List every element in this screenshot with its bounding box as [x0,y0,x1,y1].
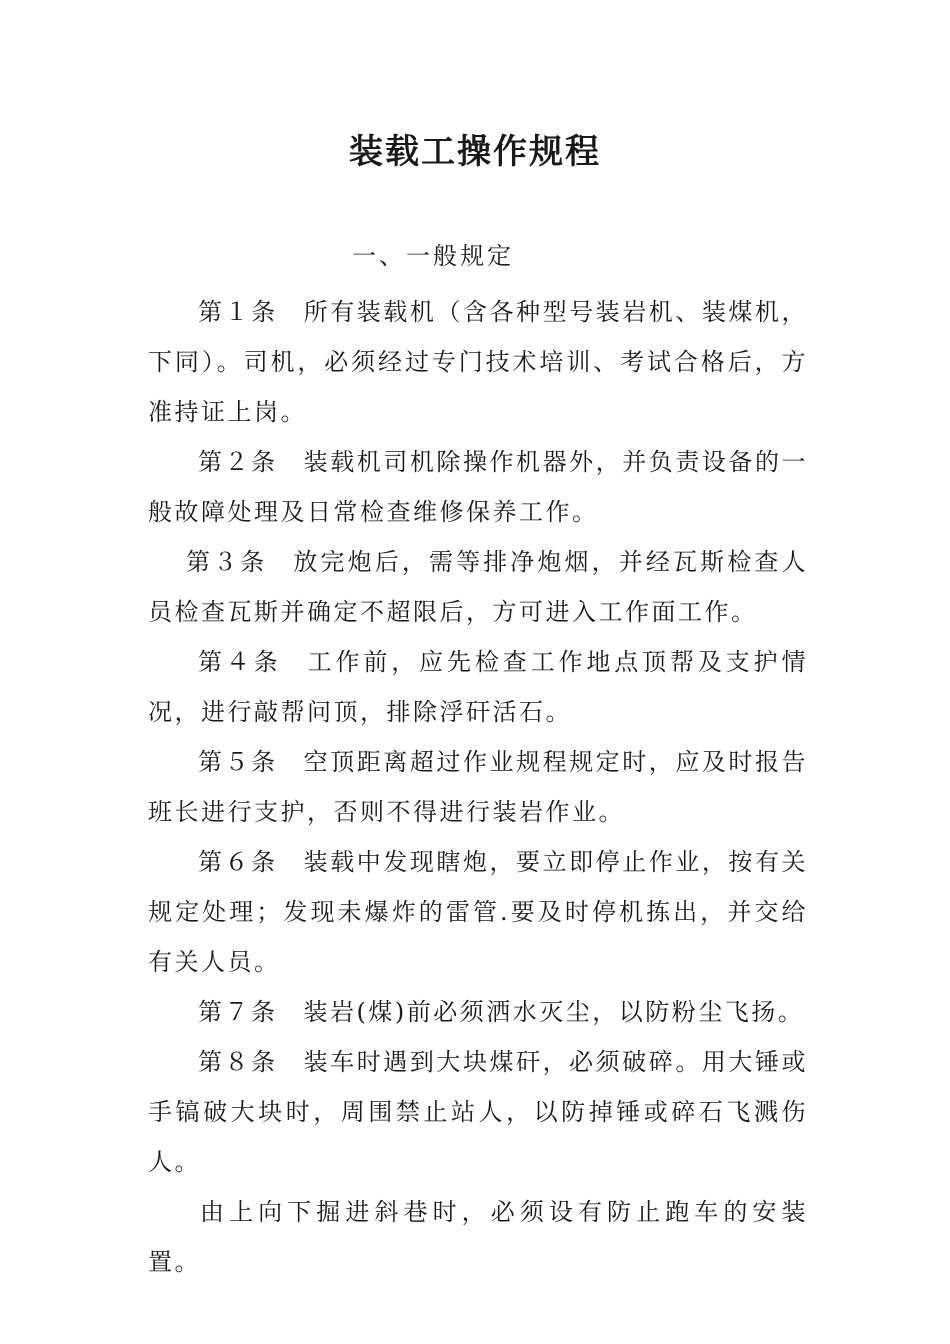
article-8 [148,1037,808,1187]
article-text: 装载中发现瞎炮，要立即停止作业，按有关规定处理；发现未爆炸的雷管.要及时停机拣出，并交给有关人员。 [148,848,809,976]
article-2 [148,437,808,537]
article-text: 所有装载机（含各种型号装岩机、装煤机，下同）。司机，必须经过专门技术培训、考试合格后，方准持证上岗。 [148,298,809,426]
article-5 [148,737,808,837]
article-label: 第１条 [198,298,278,326]
article-text: 放完炮后，需等排净炮烟，并经瓦斯检查人员检查瓦斯并确定不超限后，方可进入工作面工作。 [148,548,809,626]
section-heading: 一、一般规定 [352,242,514,270]
article-label: 第４条 [198,648,282,676]
article-1 [148,287,808,437]
article-label: 第８条 [198,1048,278,1076]
closing-paragraph: 由上向下掘进斜巷时，必须设有防止跑车的安装置。 [148,1198,808,1276]
article-text: 工作前，应先检查工作地点顶帮及支护情况，进行敲帮问顶，排除浮矸活石。 [148,648,808,726]
article-label: 第６条 [198,848,278,876]
article-text: 装车时遇到大块煤矸，必须破碎。用大锤或手镐破大块时，周围禁止站人，以防掉锤或碎石飞溅伤人。 [148,1048,809,1176]
article-text: 装岩(煤)前必须洒水灭尘，以防粉尘飞扬。 [303,998,805,1026]
article-7 [148,987,808,1037]
article-text: 空顶距离超过作业规程规定时，应及时报告班长进行支护，否则不得进行装岩作业。 [148,748,809,826]
document-title: 装载工操作规程 [349,132,601,172]
article-4 [148,637,808,737]
article-label: 第３条 [186,548,268,576]
article-6 [148,837,808,987]
article-label: 第５条 [198,748,278,776]
article-label: 第７条 [198,998,278,1026]
article-label: 第２条 [198,448,278,476]
article-3 [148,537,808,637]
article-text: 装载机司机除操作机器外，并负责设备的一般故障处理及日常检查维修保养工作。 [148,448,809,526]
document-body [148,287,808,1287]
